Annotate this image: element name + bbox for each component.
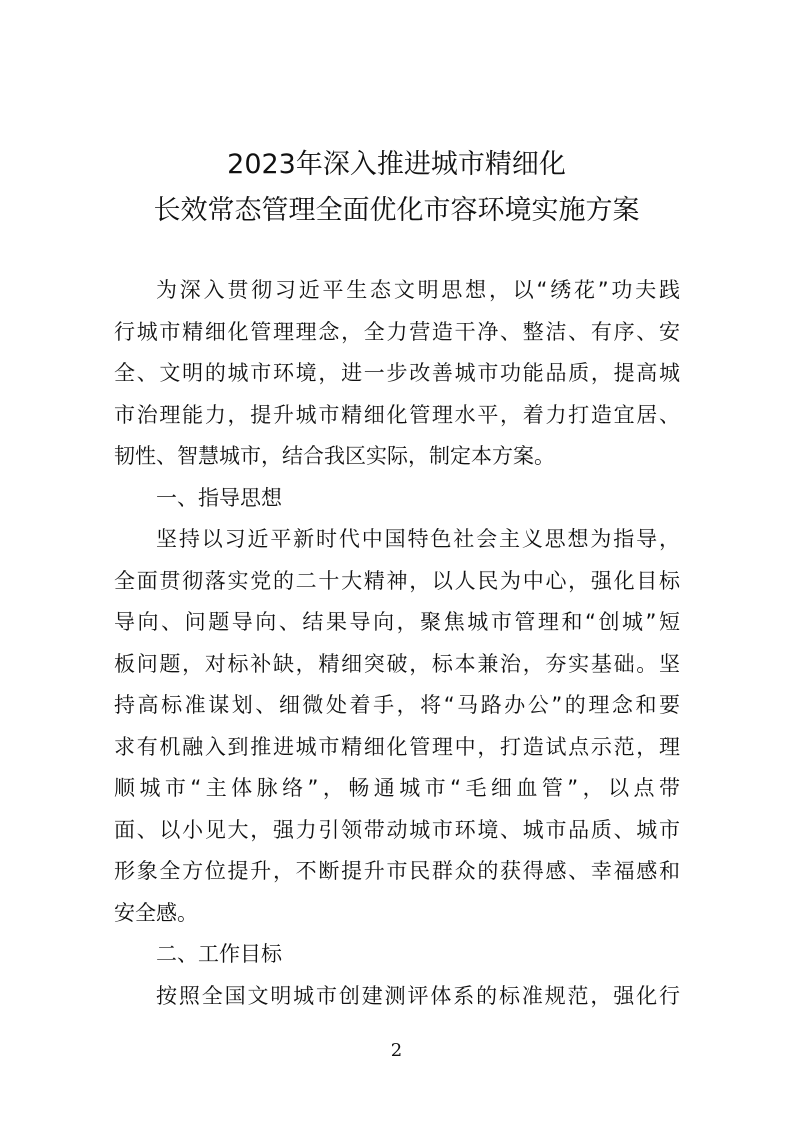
text-line: 持高标准谋划、细微处着手，将“马路办公”的理念和要 [114,693,680,717]
text-line: 导向、问题导向、结果导向，聚焦城市管理和“创城”短 [114,610,680,634]
text-line: 为深入贯彻习近平生态文明思想，以“绣花”功夫践 [156,278,680,302]
work-goals-paragraph [114,976,680,1018]
section-heading-guiding-ideology: 一、指导思想 [156,485,282,510]
text-line: 形象全方位提升，不断提升市民群众的获得感、幸福感和 [114,859,680,883]
text-line: 行城市精细化管理理念，全力营造干净、整洁、有序、安 [114,319,680,344]
document-body [114,270,680,1017]
text-line: 全、文明的城市环境，进一步改善城市功能品质，提高城 [114,361,680,385]
text-line: 面、以小见大，强力引领带动城市环境、城市品质、城市 [114,817,680,842]
text-line: 板问题，对标补缺，精细突破，标本兼治，夯实基础。坚 [114,651,680,676]
text-line: 顺城市“主体脉络”，畅通城市“毛细血管”，以点带 [114,776,680,800]
text-line: 韧性、智慧城市，结合我区实际，制定本方案。 [114,444,555,468]
section-heading-work-goals: 二、工作目标 [156,942,282,966]
document-title-line-2: 长效常态管理全面优化市容环境实施方案 [153,195,640,226]
text-line: 安全感。 [114,900,198,925]
document-title-line-1: 2023年深入推进城市精细化 [227,149,566,180]
text-line: 坚持以习近平新时代中国特色社会主义思想为指导， [156,527,680,551]
text-line: 按照全国文明城市创建测评体系的标准规范，强化行 [156,983,680,1008]
text-line: 求有机融入到推进城市精细化管理中，打造试点示范，理 [114,734,680,759]
intro-paragraph [114,270,680,478]
page-number: 2 [390,1040,403,1061]
guiding-ideology-paragraph [114,519,680,934]
text-line: 全面贯彻落实党的二十大精神，以人民为中心，强化目标 [114,568,680,593]
text-line: 市治理能力，提升城市精细化管理水平，着力打造宜居、 [114,402,680,427]
